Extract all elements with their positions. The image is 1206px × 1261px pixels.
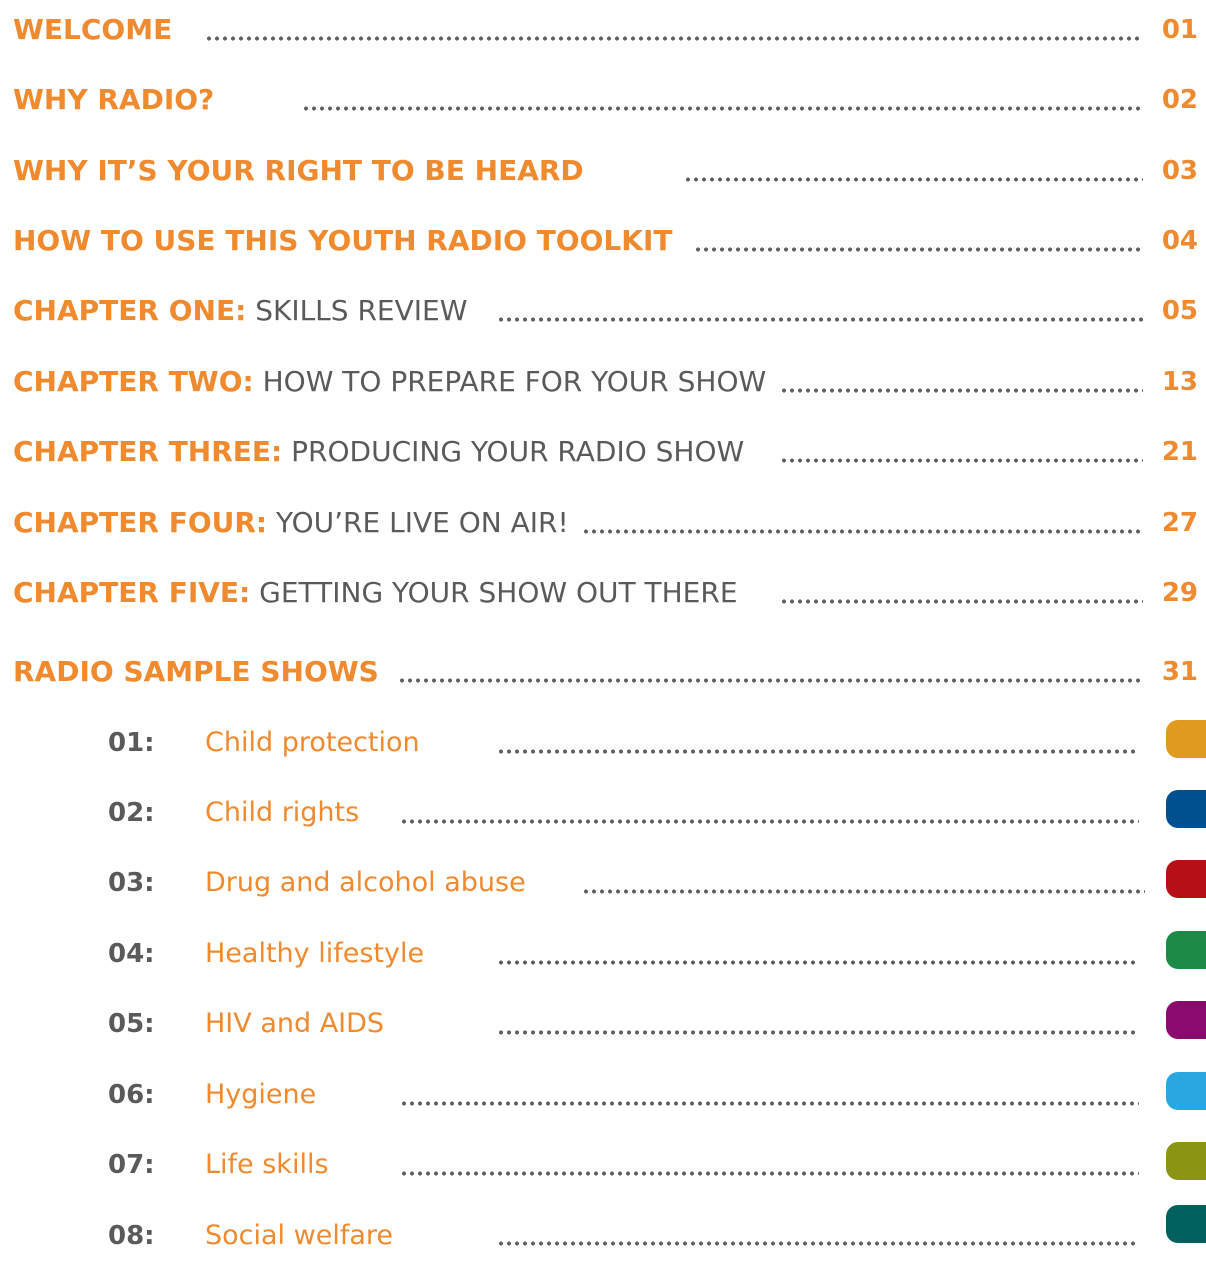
entry-keyword: CHAPTER FIVE: xyxy=(13,576,251,609)
dot-leader xyxy=(497,1241,1139,1246)
dot-leader xyxy=(497,749,1139,754)
entry-title: GETTING YOUR SHOW OUT THERE xyxy=(259,576,738,609)
dot-leader xyxy=(780,388,1143,393)
page-number: 02 xyxy=(1161,85,1198,115)
sample-show-title: Child rights xyxy=(205,797,360,828)
sample-show-title: Drug and alcohol abuse xyxy=(205,867,526,898)
entry-title: PRODUCING YOUR RADIO SHOW xyxy=(291,435,745,468)
page-number: 27 xyxy=(1161,508,1198,538)
sample-show-title: Child protection xyxy=(205,727,420,758)
color-tab xyxy=(1166,790,1206,828)
entry-keyword: WELCOME xyxy=(13,13,173,46)
entry-keyword: RADIO SAMPLE SHOWS xyxy=(13,655,379,688)
dot-leader xyxy=(780,599,1143,604)
page-number: 05 xyxy=(1161,296,1198,326)
toc-entry-chapter-five[interactable] xyxy=(0,568,1206,618)
entry-keyword: WHY IT’S YOUR RIGHT TO BE HEARD xyxy=(13,154,584,187)
sample-show-number: 05: xyxy=(108,1009,155,1039)
dot-leader xyxy=(684,177,1143,182)
sample-show-number: 06: xyxy=(108,1080,155,1110)
dot-leader xyxy=(398,678,1143,683)
toc-entry-chapter-two[interactable] xyxy=(0,357,1206,407)
sample-show-number: 04: xyxy=(108,939,155,969)
dot-leader xyxy=(780,458,1143,463)
entry-keyword: CHAPTER ONE: xyxy=(13,294,247,327)
color-tab xyxy=(1166,1142,1206,1180)
sample-show-title: HIV and AIDS xyxy=(205,1008,385,1039)
sample-show-title: Life skills xyxy=(205,1149,329,1180)
entry-title: SKILLS REVIEW xyxy=(255,294,468,327)
dot-leader xyxy=(400,819,1139,824)
dot-leader xyxy=(694,247,1143,252)
toc-entry-chapter-four[interactable] xyxy=(0,498,1206,548)
dot-leader xyxy=(497,317,1143,322)
dot-leader xyxy=(400,1101,1139,1106)
sample-show-number: 03: xyxy=(108,868,155,898)
entry-keyword: CHAPTER THREE: xyxy=(13,435,283,468)
entry-keyword: CHAPTER TWO: xyxy=(13,365,254,398)
entry-title: HOW TO PREPARE FOR YOUR SHOW xyxy=(262,365,767,398)
sample-show-number: 01: xyxy=(108,728,155,758)
dot-leader xyxy=(582,889,1145,894)
sample-show-item[interactable] xyxy=(0,718,1206,768)
sample-show-item[interactable] xyxy=(0,858,1206,908)
toc-entry-how-to-use[interactable] xyxy=(0,216,1206,266)
dot-leader xyxy=(497,1030,1139,1035)
page-number: 01 xyxy=(1161,15,1198,45)
sample-show-number: 07: xyxy=(108,1150,155,1180)
dot-leader xyxy=(497,960,1139,965)
page-number: 03 xyxy=(1161,156,1198,186)
toc-entry-why-radio[interactable] xyxy=(0,75,1206,125)
entry-keyword: HOW TO USE THIS YOUTH RADIO TOOLKIT xyxy=(13,224,673,257)
page-number: 29 xyxy=(1161,578,1198,608)
page-number: 21 xyxy=(1161,437,1198,467)
sample-show-item[interactable] xyxy=(0,1070,1206,1120)
page-number: 04 xyxy=(1161,226,1198,256)
page-number: 31 xyxy=(1161,657,1198,687)
dot-leader xyxy=(400,1171,1139,1176)
color-tab xyxy=(1166,720,1206,758)
toc-entry-radio-sample-shows[interactable] xyxy=(0,647,1206,697)
dot-leader xyxy=(582,529,1143,534)
sample-show-title: Healthy lifestyle xyxy=(205,938,425,969)
sample-show-number: 02: xyxy=(108,798,155,828)
sample-show-title: Hygiene xyxy=(205,1079,317,1110)
sample-show-item[interactable] xyxy=(0,929,1206,979)
toc-entry-chapter-three[interactable] xyxy=(0,427,1206,477)
sample-show-item[interactable] xyxy=(0,1140,1206,1190)
color-tab xyxy=(1166,1072,1206,1110)
color-tab xyxy=(1166,931,1206,969)
sample-show-item[interactable] xyxy=(0,1203,1206,1253)
dot-leader xyxy=(302,106,1143,111)
sample-show-item[interactable] xyxy=(0,999,1206,1049)
page-number: 13 xyxy=(1161,367,1198,397)
entry-keyword: CHAPTER FOUR: xyxy=(13,506,268,539)
toc-entry-chapter-one[interactable] xyxy=(0,286,1206,336)
dot-leader xyxy=(205,36,1143,41)
toc-entry-welcome[interactable] xyxy=(0,5,1206,55)
entry-keyword: WHY RADIO? xyxy=(13,83,215,116)
color-tab xyxy=(1166,860,1206,898)
entry-title: YOU’RE LIVE ON AIR! xyxy=(276,506,569,539)
sample-show-title: Social welfare xyxy=(205,1220,393,1251)
sample-show-item[interactable] xyxy=(0,788,1206,838)
toc-entry-right-to-be-heard[interactable] xyxy=(0,146,1206,196)
color-tab xyxy=(1166,1001,1206,1039)
color-tab xyxy=(1166,1205,1206,1243)
sample-show-number: 08: xyxy=(108,1221,155,1251)
